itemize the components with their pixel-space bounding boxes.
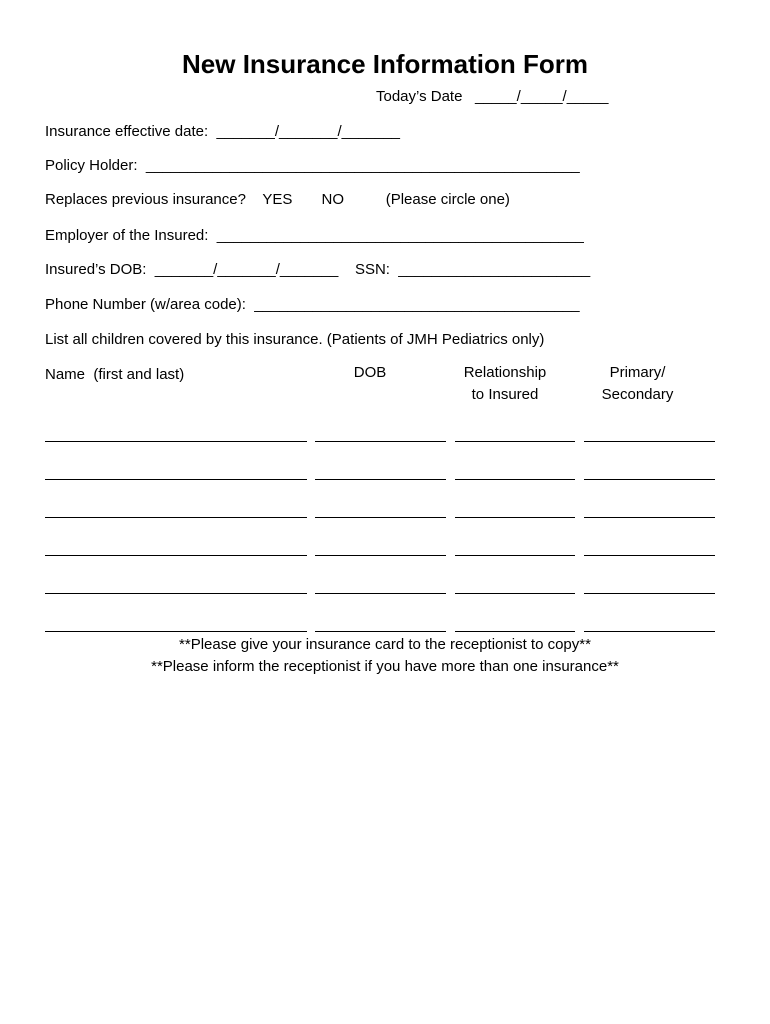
child-primary-secondary-field[interactable] bbox=[584, 631, 715, 632]
children-instruction: List all children covered by this insurance. (Patients of JMH Pediatrics only) bbox=[45, 331, 545, 348]
child-relationship-field[interactable] bbox=[455, 593, 575, 594]
column-header-dob: DOB bbox=[353, 364, 387, 381]
child-primary-secondary-field[interactable] bbox=[584, 593, 715, 594]
child-name-field[interactable] bbox=[45, 631, 307, 632]
child-name-field[interactable] bbox=[45, 593, 307, 594]
replaces-previous-insurance-question[interactable]: Replaces previous insurance? YES NO (Please circle one) bbox=[45, 191, 510, 208]
employer-field[interactable]: Employer of the Insured: ____________________________________________ bbox=[45, 227, 584, 244]
insured-dob-ssn-field[interactable]: Insured’s DOB: _______/_______/_______ SSN: _______________________ bbox=[45, 261, 591, 278]
child-primary-secondary-field[interactable] bbox=[584, 479, 715, 480]
column-header-primary-secondary: Primary/ Secondary bbox=[601, 364, 674, 403]
child-relationship-field[interactable] bbox=[455, 631, 575, 632]
child-name-field[interactable] bbox=[45, 555, 307, 556]
child-name-field[interactable] bbox=[45, 441, 307, 442]
phone-number-field[interactable]: Phone Number (w/area code): _______________________________________ bbox=[45, 296, 580, 313]
child-dob-field[interactable] bbox=[315, 517, 446, 518]
child-relationship-field[interactable] bbox=[455, 555, 575, 556]
child-dob-field[interactable] bbox=[315, 479, 446, 480]
policy-holder-field[interactable]: Policy Holder: ____________________________________________________ bbox=[45, 157, 580, 174]
child-dob-field[interactable] bbox=[315, 555, 446, 556]
child-relationship-field[interactable] bbox=[455, 517, 575, 518]
child-primary-secondary-field[interactable] bbox=[584, 441, 715, 442]
child-dob-field[interactable] bbox=[315, 593, 446, 594]
child-dob-field[interactable] bbox=[315, 631, 446, 632]
note-multiple-insurance: **Please inform the receptionist if you have more than one insurance** bbox=[151, 658, 619, 675]
todays-date-field[interactable]: Today’s Date _____/_____/_____ bbox=[376, 88, 609, 105]
form-title: New Insurance Information Form bbox=[182, 49, 588, 79]
note-insurance-card: **Please give your insurance card to the receptionist to copy** bbox=[179, 636, 591, 653]
child-name-field[interactable] bbox=[45, 479, 307, 480]
effective-date-field[interactable]: Insurance effective date: _______/_______/_______ bbox=[45, 123, 401, 140]
child-dob-field[interactable] bbox=[315, 441, 446, 442]
column-header-relationship: Relationship to Insured bbox=[463, 364, 547, 403]
child-primary-secondary-field[interactable] bbox=[584, 555, 715, 556]
child-relationship-field[interactable] bbox=[455, 441, 575, 442]
child-relationship-field[interactable] bbox=[455, 479, 575, 480]
child-primary-secondary-field[interactable] bbox=[584, 517, 715, 518]
column-header-name: Name (first and last) bbox=[45, 366, 185, 383]
child-name-field[interactable] bbox=[45, 517, 307, 518]
